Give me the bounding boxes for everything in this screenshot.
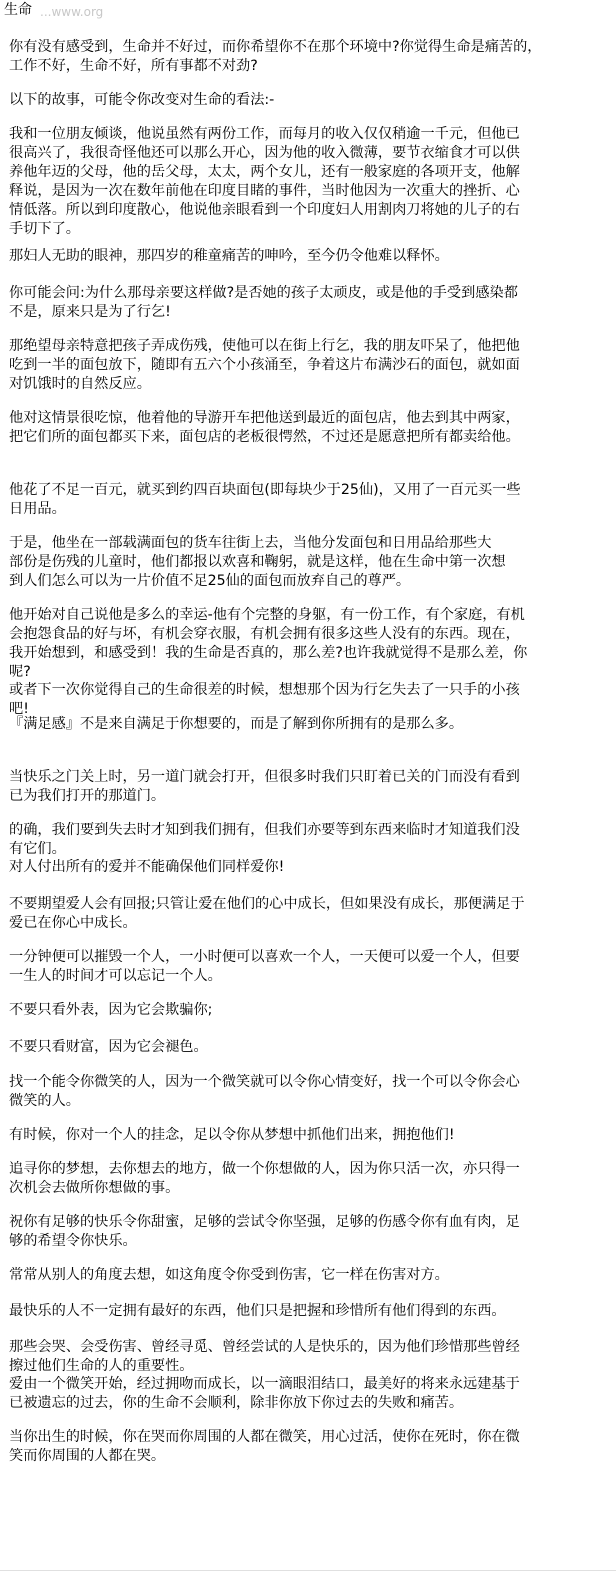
- paragraph-line: 或者下一次你觉得自己的生命很差的时候，想想那个因为行乞失去了一只手的小孩: [9, 682, 520, 698]
- paragraph-line: 不要期望爱人会有回报;只管让爱在他们的心中成长，但如果没有成长，那便满足于: [9, 896, 525, 912]
- paragraph-line: 那绝望母亲特意把孩子弄成伤残，使他可以在街上行乞，我的朋友吓呆了，他把他: [9, 338, 520, 354]
- paragraph: [9, 1266, 609, 1285]
- paragraph-line: 当快乐之门关上时，另一道门就会打开，但很多时我们只盯着已关的门而没有看到: [9, 769, 520, 785]
- paragraph: [9, 534, 609, 591]
- paragraph-line: 到人们怎么可以为一片价值不足25仙的面包而放弃自己的尊严。: [9, 573, 411, 589]
- paragraph: [9, 91, 609, 110]
- paragraph: [9, 715, 609, 734]
- paragraph: [9, 1302, 609, 1321]
- paragraph-line: 部份是伤残的儿童时，他们都报以欢喜和鞠躬，就是这样，他在生命中第一次想: [9, 554, 506, 570]
- paragraph-line: 我开始想到，和感受到！我的生命是否真的，那么差?也许我就觉得不是那么差，你: [9, 645, 528, 661]
- paragraph: [9, 481, 609, 519]
- paragraph-line: 那些会哭、会受伤害、曾经寻觅、曾经尝试的人是快乐的，因为他们珍惜那些曾经: [9, 1339, 520, 1355]
- paragraph: [9, 1038, 609, 1057]
- paragraph-line: 对人付出所有的爱并不能确保他们同样爱你!: [9, 859, 285, 875]
- paragraph: [9, 895, 609, 933]
- paragraph-line: 当你出生的时候，你在哭而你周围的人都在微笑，用心过活，使你在死时，你在微: [9, 1429, 520, 1445]
- paragraph-line: 微笑的人。: [9, 1093, 80, 1109]
- paragraph: [9, 1001, 609, 1020]
- paragraph: [9, 409, 609, 447]
- paragraph-line: 吃到一半的面包放下，随即有五六个小孩涌至，争着这片布满沙石的面包，就如面: [9, 357, 520, 373]
- bottom-divider: [0, 1570, 616, 1571]
- paragraph-line: 笑而你周围的人都在哭。: [9, 1448, 166, 1464]
- paragraph: [9, 38, 609, 76]
- paragraph-line: 呢?: [9, 664, 31, 680]
- paragraph-line: 会抱怨食品的好与坏，有机会穿衣服，有机会拥有很多这些人没有的东西。现在，: [9, 626, 520, 642]
- paragraph-line: 以下的故事，可能令你改变对生命的看法:-: [9, 92, 275, 108]
- paragraph-line: 找一个能令你微笑的人，因为一个微笑就可以令你心情变好，找一个可以令你会心: [9, 1074, 520, 1090]
- paragraph-line: 吧!: [9, 701, 29, 717]
- paragraph: [9, 768, 609, 806]
- paragraph-line: 很高兴了，我很奇怪他还可以那么开心，因为他的收入微薄，要节衣缩食才可以供: [9, 145, 520, 161]
- paragraph-line: 已为我们打开的那道门。: [9, 788, 166, 804]
- paragraph: [9, 681, 609, 719]
- paragraph: [9, 606, 609, 682]
- watermark-text: ...www.org: [40, 5, 104, 19]
- paragraph-line: 他花了不足一百元，就买到约四百块面包(即每块少于25仙)，又用了一百元买一些: [9, 482, 521, 498]
- paragraph-line: 你有没有感受到，生命并不好过，而你希望你不在那个环境中?你觉得生命是痛苦的，: [9, 39, 542, 55]
- paragraph-line: 不是，原来只是为了行乞!: [9, 304, 171, 320]
- paragraph: [9, 1126, 609, 1145]
- paragraph-line: 于是，他坐在一部载满面包的货车往街上去，当他分发面包和日用品给那些大: [9, 535, 492, 551]
- paragraph-line: 有时候，你对一个人的挂念，足以令你从梦想中抓他们出来，拥抱他们!: [9, 1127, 455, 1143]
- paragraph-line: 已被遗忘的过去，你的生命不会顺利，除非你放下你过去的失败和痛苦。: [9, 1395, 464, 1411]
- document-title: 生命: [4, 2, 32, 18]
- paragraph-line: 对饥饿时的自然反应。: [9, 376, 151, 392]
- paragraph-line: 爱已在你心中成长。: [9, 915, 137, 931]
- paragraph: [9, 125, 609, 239]
- paragraph: [9, 1428, 609, 1466]
- paragraph-line: 不要只看外表，因为它会欺骗你;: [9, 1002, 213, 1018]
- paragraph-line: 你可能会问:为什么那母亲要这样做?是否她的孩子太顽皮，或是他的手受到感染都: [9, 285, 518, 301]
- paragraph-line: 一分钟便可以摧毁一个人，一小时便可以喜欢一个人，一天便可以爱一个人，但要: [9, 949, 520, 965]
- paragraph: [9, 1338, 609, 1376]
- paragraph: [9, 821, 609, 859]
- paragraph-line: 我和一位朋友倾谈，他说虽然有两份工作，而每月的收入仅仅稍逾一千元，但他已: [9, 126, 520, 142]
- paragraph: [9, 858, 609, 877]
- paragraph-line: 日用品。: [9, 501, 66, 517]
- paragraph: [9, 1375, 609, 1413]
- paragraph-line: 擦过他们生命的人的重要性。: [9, 1358, 194, 1374]
- paragraph: [9, 284, 609, 322]
- paragraph: [9, 1160, 609, 1198]
- paragraph-line: 把它们所的面包都买下来，面包店的老板很愕然，不过还是愿意把所有都卖给他。: [9, 429, 520, 445]
- paragraph-line: 手切下了。: [9, 221, 80, 237]
- paragraph-line: 他对这情景很吃惊，他着他的导游开车把他送到最近的面包店，他去到其中两家，: [9, 410, 520, 426]
- paragraph-line: 工作不好，生命不好，所有事都不对劲?: [9, 58, 258, 74]
- paragraph-line: 有它们。: [9, 841, 66, 857]
- paragraph-line: 那妇人无助的眼神，那四岁的稚童痛苦的呻吟，至今仍令他难以释怀。: [9, 248, 449, 264]
- paragraph-line: 够的希望令你快乐。: [9, 1233, 137, 1249]
- paragraph: [9, 948, 609, 986]
- paragraph-line: 次机会去做所你想做的事。: [9, 1180, 180, 1196]
- paragraph-line: 养他年迈的父母，他的岳父母，太太，两个女儿，还有一般家庭的各项开支，他解: [9, 164, 520, 180]
- paragraph: [9, 247, 609, 266]
- paragraph-line: 追寻你的梦想，去你想去的地方，做一个你想做的人，因为你只活一次，亦只得一: [9, 1161, 520, 1177]
- paragraph-line: 爱由一个微笑开始，经过拥吻而成长，以一滴眼泪结口，最美好的将来永远建基于: [9, 1376, 520, 1392]
- paragraph-line: 他开始对自己说他是多么的幸运-他有个完整的身躯，有一份工作，有个家庭，有机: [9, 607, 525, 623]
- paragraph-line: 情低落。所以到印度散心，他说他亲眼看到一个印度妇人用割肉刀将她的儿子的右: [9, 202, 520, 218]
- paragraph: [9, 337, 609, 394]
- paragraph-line: 释说，是因为一次在数年前他在印度目睹的事件，当时他因为一次重大的挫折、心: [9, 183, 520, 199]
- paragraph-line: 最快乐的人不一定拥有最好的东西，他们只是把握和珍惜所有他们得到的东西。: [9, 1303, 506, 1319]
- paragraph: [9, 1073, 609, 1111]
- paragraph-line: 『满足感』不是来自满足于你想要的，而是了解到你所拥有的是那么多。: [9, 716, 464, 732]
- paragraph: [9, 1213, 609, 1251]
- paragraph-line: 的确，我们要到失去时才知到我们拥有，但我们亦要等到东西来临时才知道我们没: [9, 822, 520, 838]
- paragraph-line: 不要只看财富，因为它会褪色。: [9, 1039, 208, 1055]
- paragraph-line: 常常从别人的角度去想，如这角度令你受到伤害，它一样在伤害对方。: [9, 1267, 449, 1283]
- paragraph-line: 祝你有足够的快乐令你甜蜜，足够的尝试令你坚强，足够的伤感令你有血有肉，足: [9, 1214, 520, 1230]
- paragraph-line: 一生人的时间才可以忘记一个人。: [9, 968, 222, 984]
